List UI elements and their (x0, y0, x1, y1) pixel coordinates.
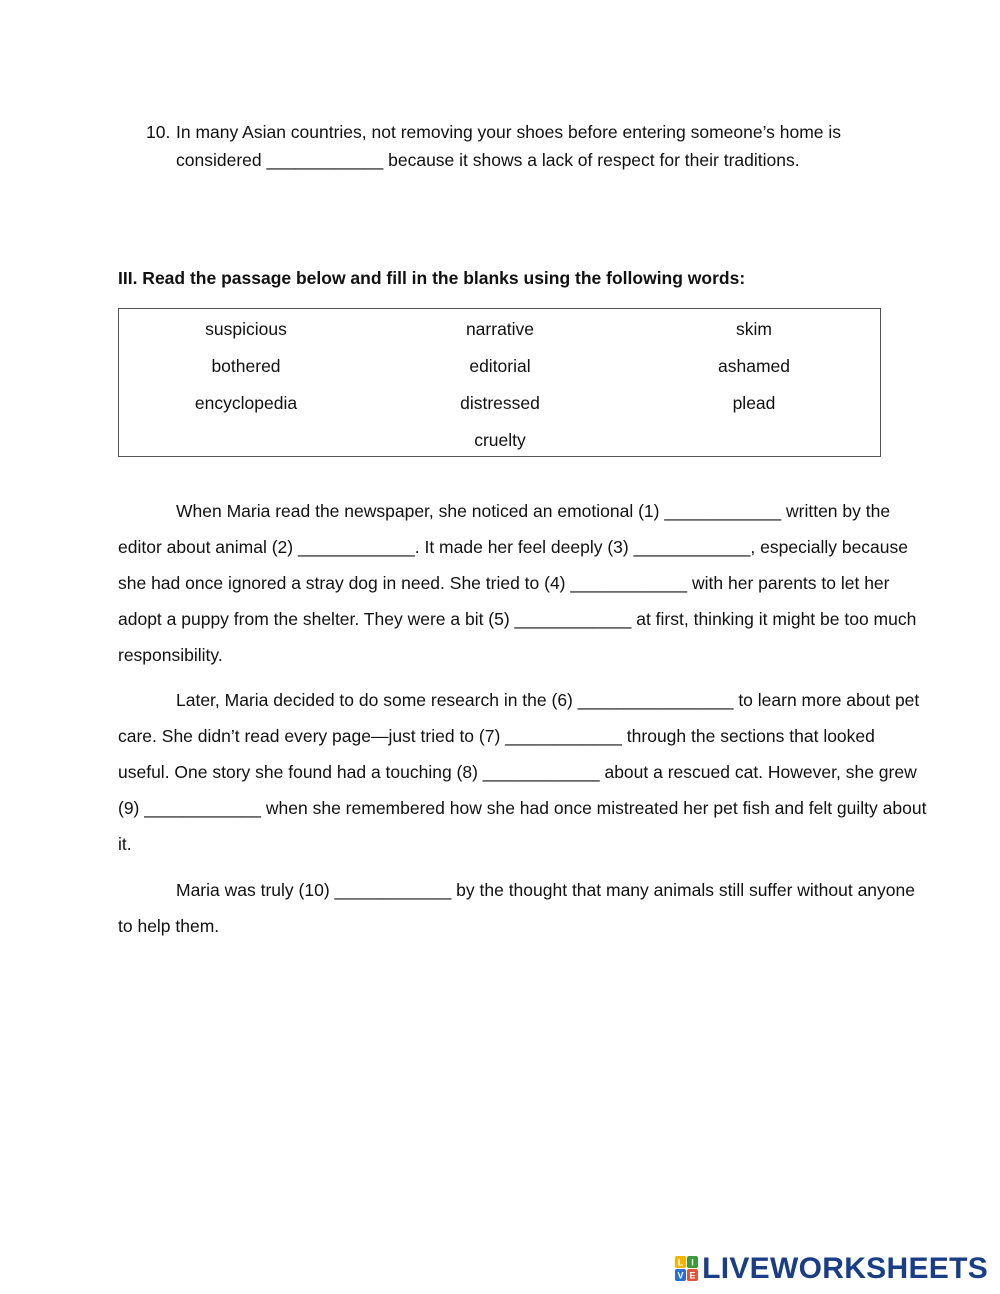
brand-name: LIVEWORKSHEETS (702, 1252, 988, 1285)
logo-letter: V (677, 1270, 684, 1281)
section-heading: III. Read the passage below and fill in the blanks using the following words: (118, 268, 746, 288)
word-bank-item: skim (736, 319, 772, 339)
logo-letter: I (691, 1257, 694, 1268)
question-number: 10. (146, 122, 171, 142)
logo-letter: E (689, 1270, 696, 1281)
word-bank-item: encyclopedia (194, 393, 298, 413)
word-bank-item: suspicious (205, 319, 287, 339)
liveworksheets-logo (675, 1252, 988, 1286)
passage-paragraph-3: Maria was truly (10) ____________ by the thought that many animals still suffer without anyone to help them. (118, 880, 915, 936)
word-bank-item: narrative (465, 319, 535, 339)
word-bank-item: cruelty (474, 430, 526, 450)
question-10 (146, 118, 906, 174)
word-bank-item: ashamed (718, 356, 790, 376)
word-bank (118, 308, 881, 457)
word-bank-item: editorial (469, 356, 531, 376)
word-bank-item: distressed (460, 393, 540, 413)
word-bank-item: bothered (211, 356, 281, 376)
passage-paragraph-2: Later, Maria decided to do some research in the (6) ________________ to learn more about pet care. She didn’t read every page—just tried to (7) ____________ through the sections that looked useful. One story she found had a touching (8) ____________ about a rescued cat. However, she grew (9) ____________ when she remembered how she had once mistreated her pet fish and felt guilty about it. (118, 690, 927, 854)
question-text: In many Asian countries, not removing your shoes before entering someone’s home is considered ____________ because it shows a lack of respect for their traditions. (176, 122, 842, 170)
logo-letter: L (677, 1257, 684, 1268)
passage-paragraph-1: When Maria read the newspaper, she noticed an emotional (1) ____________ written by the editor about animal (2) ____________. It made her feel deeply (3) ____________, especially because she had once ignored a stray dog in need. She tried to (4) ____________ with her parents to let her adopt a puppy from the shelter. They were a bit (5) ____________ at first, thinking it might be too much responsibility. (118, 501, 917, 665)
liveworksheets-logo-icon (675, 1256, 699, 1282)
word-bank-item: plead (732, 393, 776, 413)
